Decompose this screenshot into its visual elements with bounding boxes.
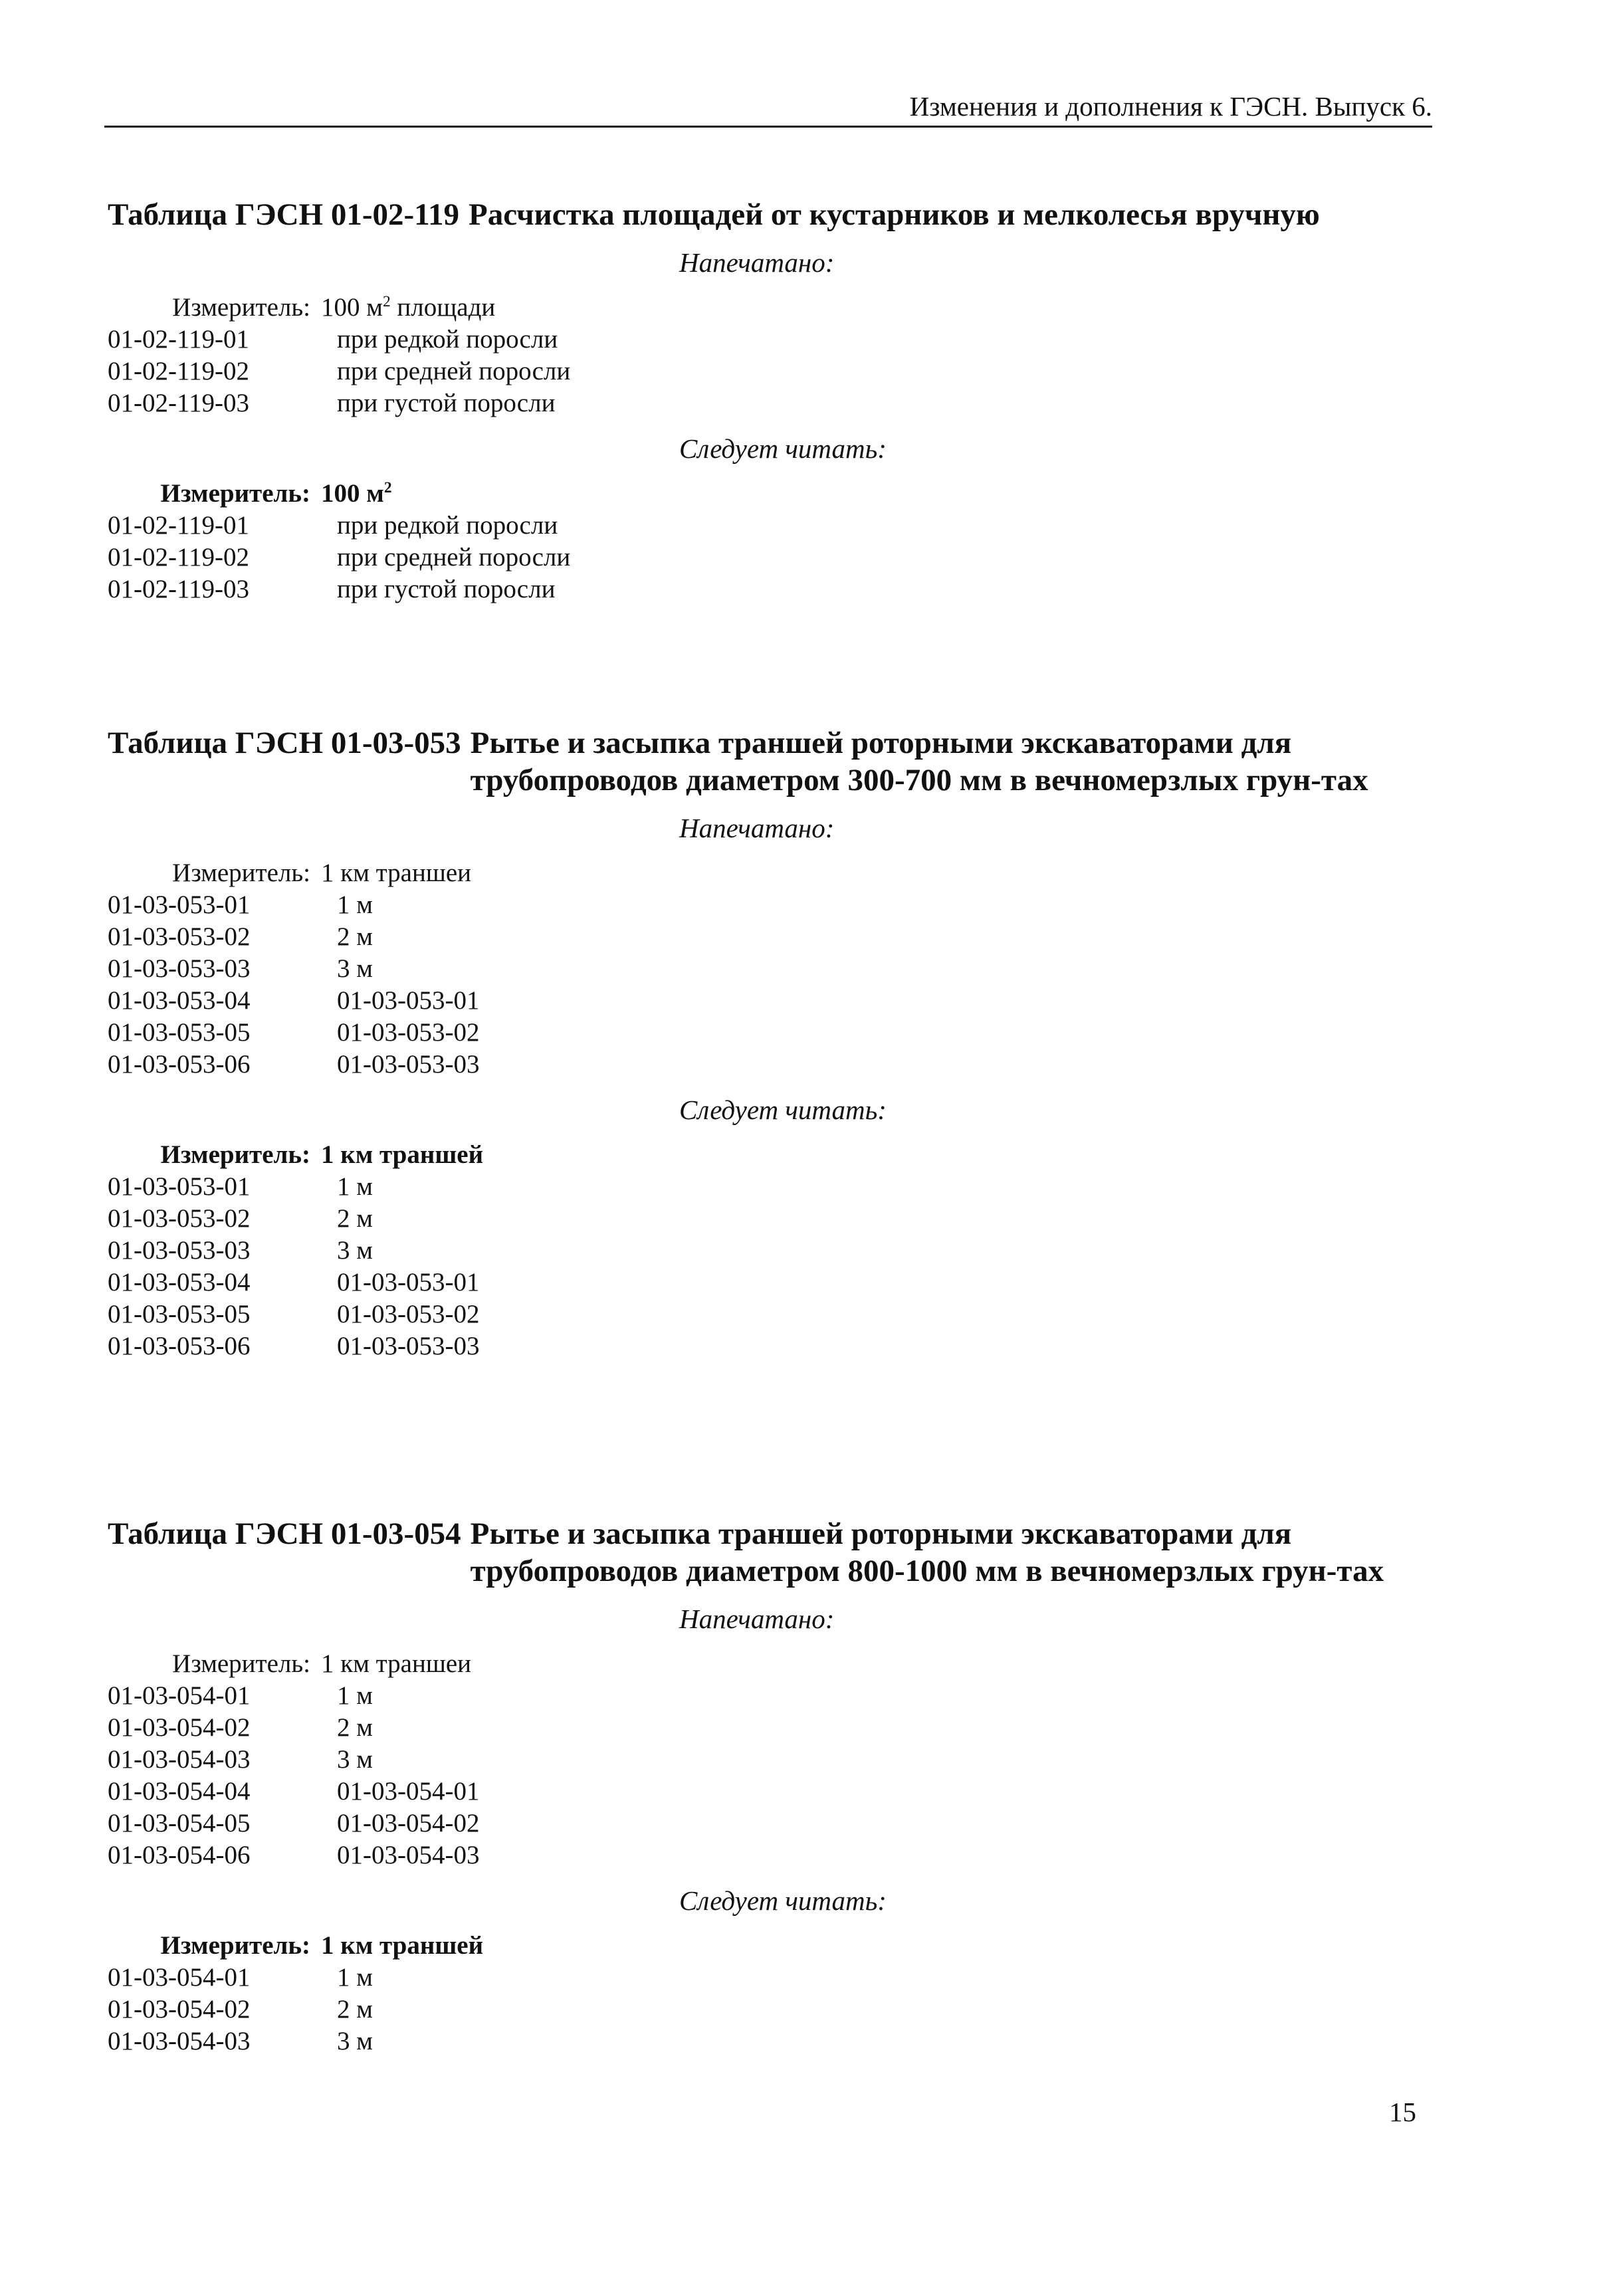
row-description: 01-03-053-02 [337, 1300, 480, 1328]
measure-value: 1 км траншей [321, 1140, 484, 1169]
printed-measure [108, 1648, 1436, 1680]
row-code: 01-03-054-01 [108, 1963, 251, 1992]
row-code: 01-02-119-01 [108, 325, 250, 354]
table-row [108, 985, 1436, 1017]
row-description: 2 м [337, 1995, 373, 2024]
row-description: 1 м [337, 890, 373, 919]
table-row [108, 1776, 1436, 1808]
section-title [108, 1515, 1436, 1590]
table-row [108, 1049, 1436, 1081]
row-description: при средней поросли [337, 543, 571, 572]
row-code: 01-03-053-05 [108, 1018, 251, 1047]
table-row [108, 1712, 1436, 1744]
row-description: 01-03-053-02 [337, 1018, 480, 1047]
section-title-prefix: Таблица ГЭСН 01-03-054 [108, 1516, 461, 1551]
table-row [108, 1203, 1436, 1235]
section-title [108, 196, 1436, 233]
row-code: 01-03-053-02 [108, 922, 251, 951]
table-row [108, 1017, 1436, 1049]
should-rows [108, 1171, 1436, 1362]
row-code: 01-02-119-03 [108, 575, 250, 603]
table-row [108, 324, 1436, 356]
measure-label: Измеритель: [160, 479, 310, 508]
row-code: 01-03-054-04 [108, 1777, 251, 1806]
section-title-text: Расчистка площадей от кустарников и мелколесья вручную [469, 197, 1320, 232]
measure-label: Измеритель: [172, 859, 310, 887]
should-rows [108, 510, 1436, 605]
section-title-text: Рытье и засыпка траншей роторными экскаваторами для трубопроводов диаметром 300-700 мм в вечномерзлых грун-тах [470, 726, 1368, 797]
row-description: 01-03-053-03 [337, 1332, 480, 1360]
row-code: 01-03-053-04 [108, 1268, 251, 1297]
row-description: при средней поросли [337, 357, 571, 385]
measure-label: Измеритель: [172, 293, 310, 322]
row-description: 01-03-054-02 [337, 1809, 480, 1837]
row-description: при редкой поросли [337, 325, 558, 354]
row-description: 2 м [337, 1713, 373, 1742]
row-code: 01-03-054-06 [108, 1841, 251, 1869]
row-code: 01-03-054-05 [108, 1809, 251, 1837]
table-row [108, 1962, 1436, 1994]
table-row [108, 1744, 1436, 1776]
table-row [108, 1235, 1436, 1267]
row-code: 01-03-053-01 [108, 890, 251, 919]
table-row [108, 1330, 1436, 1362]
row-description: 2 м [337, 922, 373, 951]
row-description: 1 м [337, 1963, 373, 1992]
table-section-01-03-054 [108, 1515, 1436, 2057]
table-row [108, 1994, 1436, 2026]
measure-label: Измеритель: [160, 1140, 310, 1169]
measure-label: Измеритель: [172, 1649, 310, 1678]
row-code: 01-03-053-02 [108, 1204, 251, 1233]
printed-label: Напечатано: [679, 1604, 835, 1634]
row-code: 01-02-119-02 [108, 357, 250, 385]
page-number: 15 [1389, 2097, 1416, 2127]
table-section-01-02-119 [108, 196, 1436, 605]
should-rows [108, 1962, 1436, 2057]
row-code: 01-03-054-02 [108, 1995, 251, 2024]
printed-measure [108, 857, 1436, 889]
section-title-prefix: Таблица ГЭСН 01-03-053 [108, 726, 461, 760]
row-code: 01-03-054-02 [108, 1713, 251, 1742]
row-code: 01-02-119-03 [108, 389, 250, 417]
section-title-prefix: Таблица ГЭСН 01-02-119 [108, 197, 460, 232]
should-measure [108, 478, 1436, 510]
table-row [108, 542, 1436, 574]
table-row [108, 1267, 1436, 1299]
table-row [108, 1808, 1436, 1839]
row-description: при редкой поросли [337, 511, 558, 540]
row-description: 3 м [337, 1745, 373, 1774]
row-code: 01-03-053-04 [108, 986, 251, 1015]
printed-rows [108, 889, 1436, 1081]
row-description: 01-03-054-01 [337, 1777, 480, 1806]
row-description: при густой поросли [337, 575, 556, 603]
table-row [108, 889, 1436, 921]
printed-label: Напечатано: [679, 813, 835, 843]
row-description: 01-03-053-03 [337, 1050, 480, 1079]
table-row [108, 356, 1436, 387]
row-code: 01-03-054-03 [108, 1745, 251, 1774]
row-description: 1 м [337, 1172, 373, 1201]
row-code: 01-03-054-03 [108, 2027, 251, 2055]
row-code: 01-03-053-06 [108, 1332, 251, 1360]
table-section-01-03-053 [108, 724, 1436, 1362]
measure-value: 1 км траншеи [321, 859, 472, 887]
row-description: 3 м [337, 1236, 373, 1265]
row-description: 1 м [337, 1681, 373, 1710]
row-code: 01-02-119-02 [108, 543, 250, 572]
row-description: 2 м [337, 1204, 373, 1233]
measure-value: 100 $м^2$ площади [321, 292, 496, 322]
row-code: 01-03-053-01 [108, 1172, 251, 1201]
should-read-label: Следует читать: [679, 1095, 887, 1125]
printed-measure [108, 292, 1436, 324]
section-title [108, 724, 1436, 799]
row-description: 01-03-053-01 [337, 1268, 480, 1297]
row-code: 01-03-053-03 [108, 954, 251, 983]
row-description: 01-03-053-01 [337, 986, 480, 1015]
printed-rows [108, 1680, 1436, 1871]
measure-value: 1 км траншей [321, 1931, 484, 1960]
row-description: 01-03-054-03 [337, 1841, 480, 1869]
table-row [108, 1839, 1436, 1871]
table-row [108, 1680, 1436, 1712]
measure-label: Измеритель: [160, 1931, 310, 1960]
row-code: 01-03-054-01 [108, 1681, 251, 1710]
table-row [108, 510, 1436, 542]
table-row [108, 1171, 1436, 1203]
table-row [108, 953, 1436, 985]
should-measure [108, 1930, 1436, 1962]
section-title-text: Рытье и засыпка траншей роторными экскаваторами для трубопроводов диаметром 800-1000 мм в вечномерзлых грун-тах [470, 1516, 1384, 1588]
should-read-label: Следует читать: [679, 433, 887, 464]
table-row [108, 1299, 1436, 1330]
table-row [108, 574, 1436, 605]
printed-label: Напечатано: [679, 247, 835, 278]
table-row [108, 921, 1436, 953]
table-row [108, 387, 1436, 419]
running-header: Изменения и дополнения к ГЭСН. Выпуск 6. [104, 88, 1432, 128]
row-description: при густой поросли [337, 389, 556, 417]
row-description: 3 м [337, 2027, 373, 2055]
row-description: 3 м [337, 954, 373, 983]
table-row [108, 2026, 1436, 2057]
row-code: 01-03-053-05 [108, 1300, 251, 1328]
measure-value: 1 км траншеи [321, 1649, 472, 1678]
row-code: 01-03-053-03 [108, 1236, 251, 1265]
printed-rows [108, 324, 1436, 419]
should-measure [108, 1139, 1436, 1171]
measure-value: 100 $м^2$ [321, 478, 392, 508]
row-code: 01-02-119-01 [108, 511, 250, 540]
row-code: 01-03-053-06 [108, 1050, 251, 1079]
should-read-label: Следует читать: [679, 1885, 887, 1916]
